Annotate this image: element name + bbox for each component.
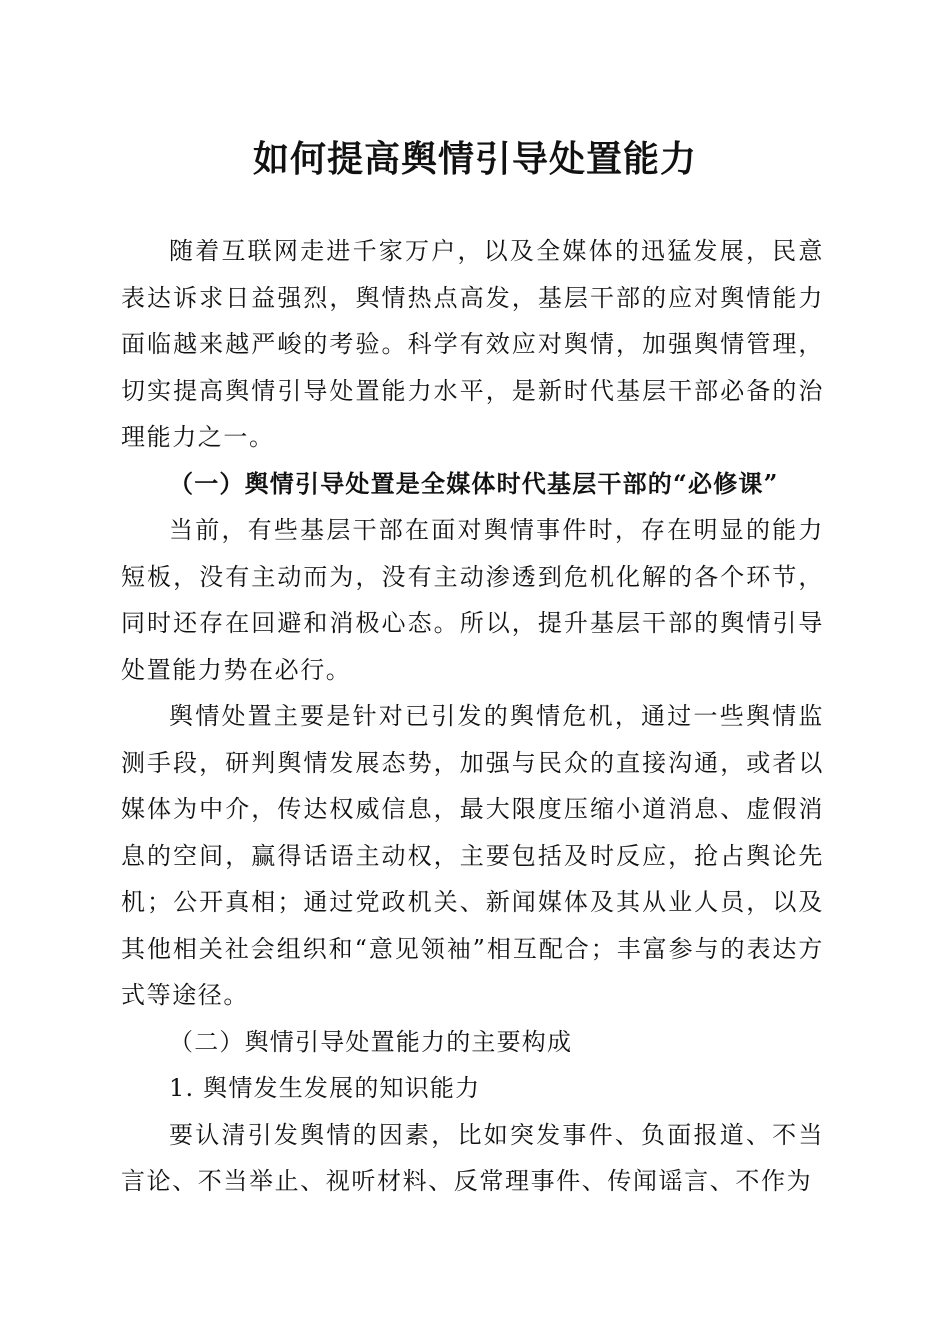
document-body [121, 228, 824, 1205]
intro-paragraph: 随着互联网走进千家万户，以及全媒体的迅猛发展，民意表达诉求日益强烈，舆情热点高发，基层干部的应对舆情能力面临越来越严峻的考验。科学有效应对舆情，加强舆情管理，切实提高舆情引导处置能力水平，是新时代基层干部必备的治理能力之一。 [121, 237, 824, 451]
body-paragraph: 舆情处置主要是针对已引发的舆情危机，通过一些舆情监测手段，研判舆情发展态势，加强与民众的直接沟通，或者以媒体为中介，传达权威信息，最大限度压缩小道消息、虚假消息的空间，赢得话语主动权，主要包括及时反应，抢占舆论先机；公开真相；通过党政机关、新闻媒体及其从业人员，以及其他相关社会组织和“意见领袖”相互配合；丰富参与的表达方式等途径。 [121, 702, 824, 1009]
document-title: 如何提高舆情引导处置能力 [252, 138, 697, 180]
body-paragraph: 当前，有些基层干部在面对舆情事件时，存在明显的能力短板，没有主动而为，没有主动渗透到危机化解的各个环节，同时还存在回避和消极心态。所以，提升基层干部的舆情引导处置能力势在必行。 [121, 516, 824, 684]
section-heading-1: （一）舆情引导处置是全媒体时代基层干部的“必修课” [169, 468, 779, 498]
subsection-heading-1: 1. 舆情发生发展的知识能力 [169, 1074, 481, 1102]
body-paragraph: 要认清引发舆情的因素，比如突发事件、负面报道、不当言论、不当举止、视听材料、反常理事件、传闻谣言、不作为 [121, 1120, 824, 1195]
section-heading-2: （二）舆情引导处置能力的主要构成 [169, 1027, 573, 1056]
